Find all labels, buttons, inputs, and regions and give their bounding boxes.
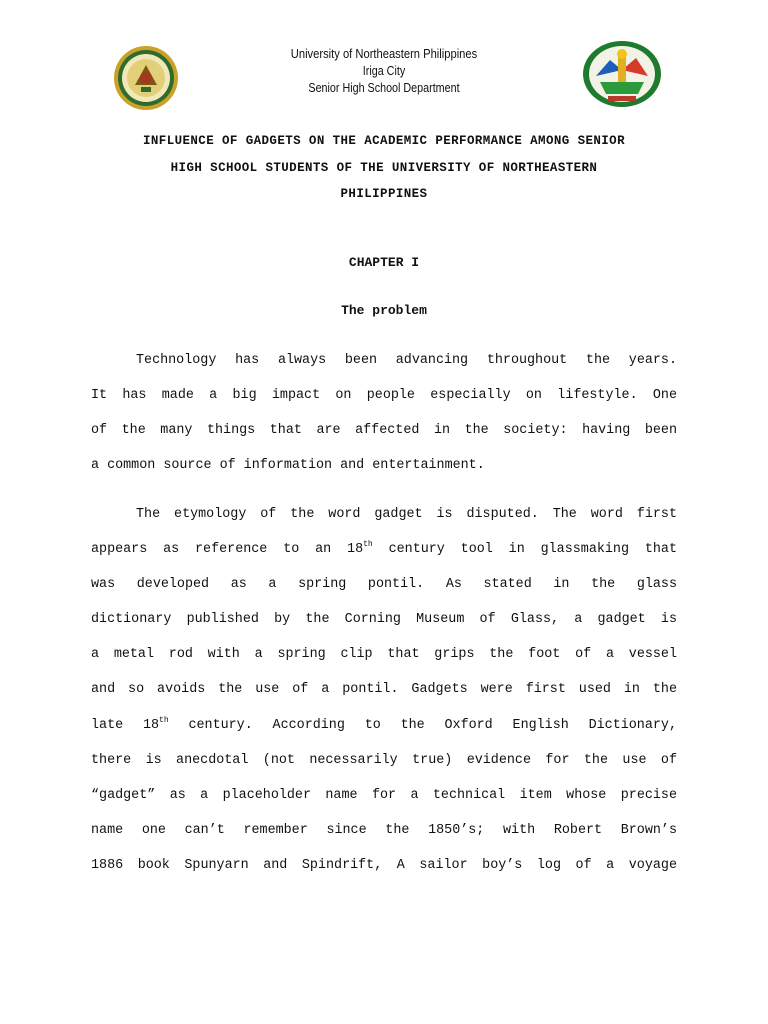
text-line: was developed as a spring pontil. As stated in the glass xyxy=(91,577,677,593)
text-line: It has made a big impact on people especially on lifestyle. One xyxy=(91,388,677,404)
title-line: INFLUENCE OF GADGETS ON THE ACADEMIC PERFORMANCE AMONG SENIOR xyxy=(143,134,625,148)
superscript: th xyxy=(363,540,373,550)
title-line: HIGH SCHOOL STUDENTS OF THE UNIVERSITY OF NORTHEASTERN xyxy=(170,160,598,175)
text-line: a common source of information and entertainment. xyxy=(91,458,485,474)
text-line: a metal rod with a spring clip that grips the foot of a vessel xyxy=(91,647,677,663)
text-line: name one can’t remember since the 1850’s; with Robert Brown’s xyxy=(91,822,677,838)
text-fragment: century tool in glassmaking that xyxy=(372,542,677,558)
text-line: 1886 book Spunyarn and Spindrift, A sailor boy’s log of a voyage xyxy=(91,857,677,873)
text-line: and so avoids the use of a pontil. Gadgets were first used in the xyxy=(91,682,677,698)
superscript: th xyxy=(159,715,169,725)
senior-high-school-seal-icon xyxy=(582,40,662,108)
text-fragment: late 18 xyxy=(91,717,160,733)
text-line xyxy=(91,532,677,567)
text-line: there is anecdotal (not necessarily true) evidence for the use of xyxy=(91,752,677,768)
department-name: Senior High School Department xyxy=(308,81,460,95)
paragraph xyxy=(91,497,677,883)
text-line: Technology has always been advancing throughout the years. xyxy=(136,353,677,368)
text-line xyxy=(91,708,677,743)
letterhead xyxy=(0,40,768,120)
text-line: of the many things that are affected in the society: having been xyxy=(91,423,677,439)
university-city: Iriga City xyxy=(362,64,406,78)
title-line: PHILIPPINES xyxy=(340,187,428,201)
text-fragment: century. According to the Oxford English Dictionary, xyxy=(168,717,677,733)
chapter-heading: CHAPTER I xyxy=(348,255,420,270)
text-fragment: appears as reference to an 18 xyxy=(91,542,364,558)
document-title xyxy=(80,128,688,208)
section-heading: The problem xyxy=(341,303,427,318)
text-line: dictionary published by the Corning Museum of Glass, a gadget is xyxy=(91,612,677,628)
paragraph xyxy=(91,343,677,483)
university-name: University of Northeastern Philippines xyxy=(290,46,478,61)
text-line: “gadget” as a placeholder name for a technical item whose precise xyxy=(91,787,677,803)
text-line: The etymology of the word gadget is disputed. The word first xyxy=(136,507,677,522)
